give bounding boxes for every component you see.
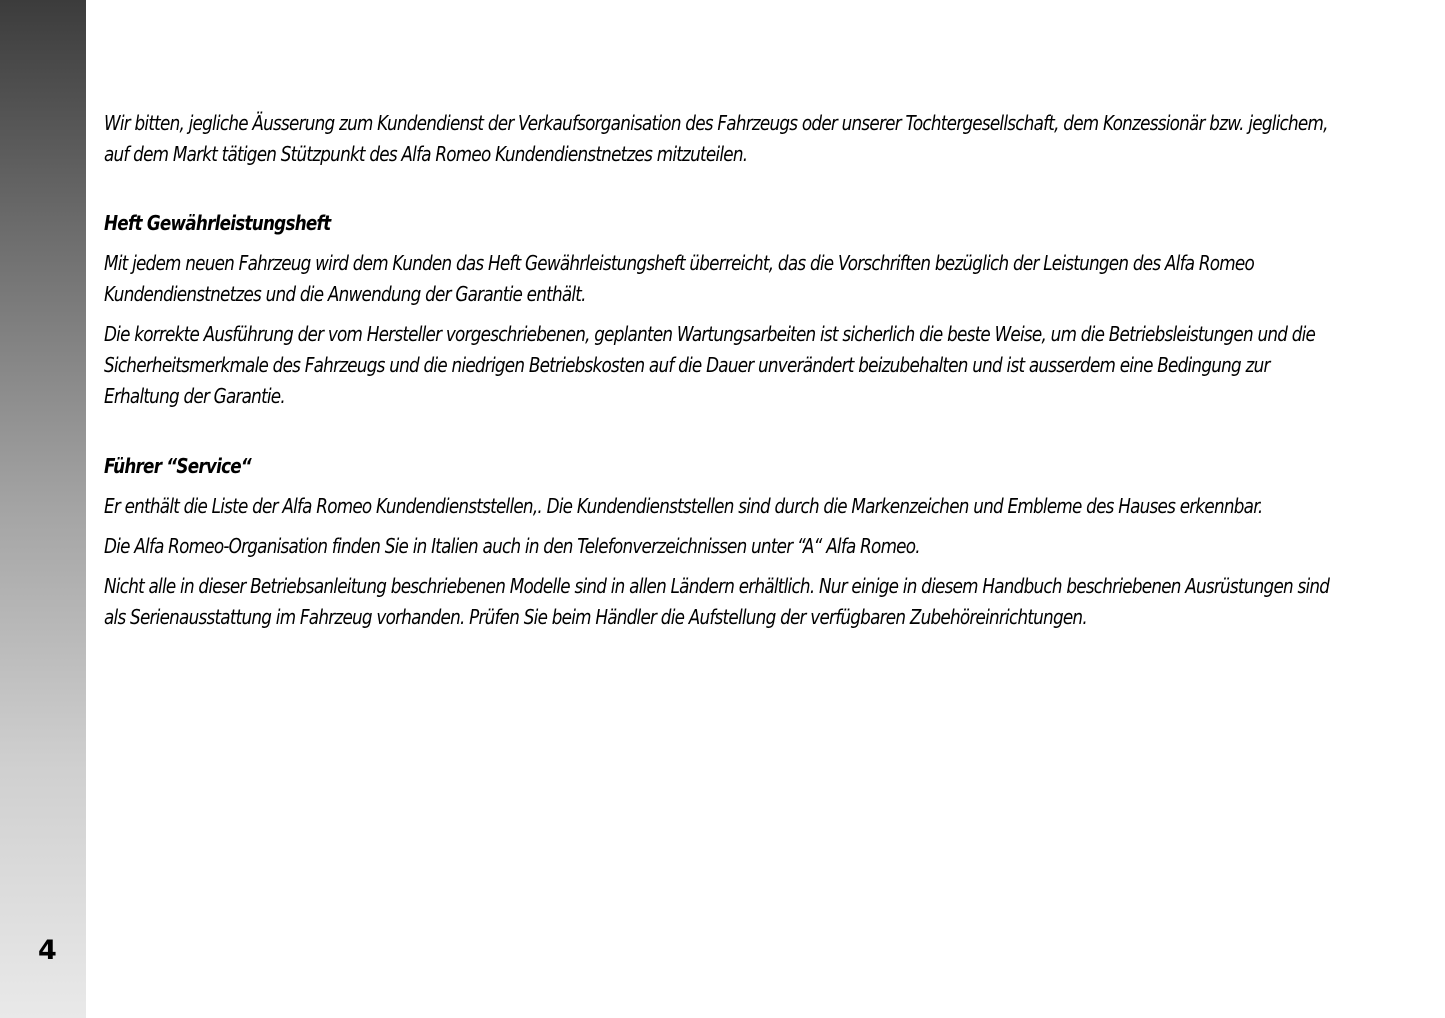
- service-paragraph-1: Er enthält die Liste der Alfa Romeo Kundendienststellen,. Die Kundendienststellen sind durch die Markenzeichen und Embleme des Hauses erkennbar.: [104, 494, 1263, 518]
- warranty-heading: Heft Gewährleistungsheft: [104, 211, 331, 235]
- service-paragraph-2: Die Alfa Romeo-Organisation finden Sie in Italien auch in den Telefonverzeichnissen unter “A“ Alfa Romeo.: [104, 534, 920, 558]
- service-heading: Führer “Service“: [104, 454, 251, 478]
- warranty-paragraph-2: Die korrekte Ausführung der vom Hersteller vorgeschriebenen, geplanten Wartungsarbeiten ist sicherlich die beste Weise, um die Betriebsleistungen und die Sicherheitsmerkmale des Fahrzeugs und die niedrigen Betriebskosten auf die Dauer unverändert beizubehalten und ist ausserdem eine Bedingung zur Erhaltung der Garantie.: [104, 322, 1316, 408]
- intro-paragraph: Wir bitten, jegliche Äusserung zum Kundendienst der Verkaufsorganisation des Fahrzeugs oder unserer Tochtergesellschaft, dem Konzessionär bzw. jeglichem, auf dem Markt tätigen Stützpunkt des Alfa Romeo Kundendienstnetzes mitzuteilen.: [104, 111, 1328, 166]
- page-number: 4: [38, 935, 57, 966]
- side-gradient-band: [0, 0, 86, 1018]
- warranty-paragraph-1: Mit jedem neuen Fahrzeug wird dem Kunden das Heft Gewährleistungsheft überreicht, das die Vorschriften bezüglich der Leistungen des Alfa Romeo Kundendienstnetzes und die Anwendung der Garantie enthält.: [104, 251, 1255, 306]
- service-paragraph-3: Nicht alle in dieser Betriebsanleitung beschriebenen Modelle sind in allen Ländern erhältlich. Nur einige in diesem Handbuch beschriebenen Ausrüstungen sind als Serienausstattung im Fahrzeug vorhanden. Prüfen Sie beim Händler die Aufstellung der verfügbaren Zubehöreinrichtungen.: [104, 574, 1330, 629]
- page-content: [104, 108, 1344, 633]
